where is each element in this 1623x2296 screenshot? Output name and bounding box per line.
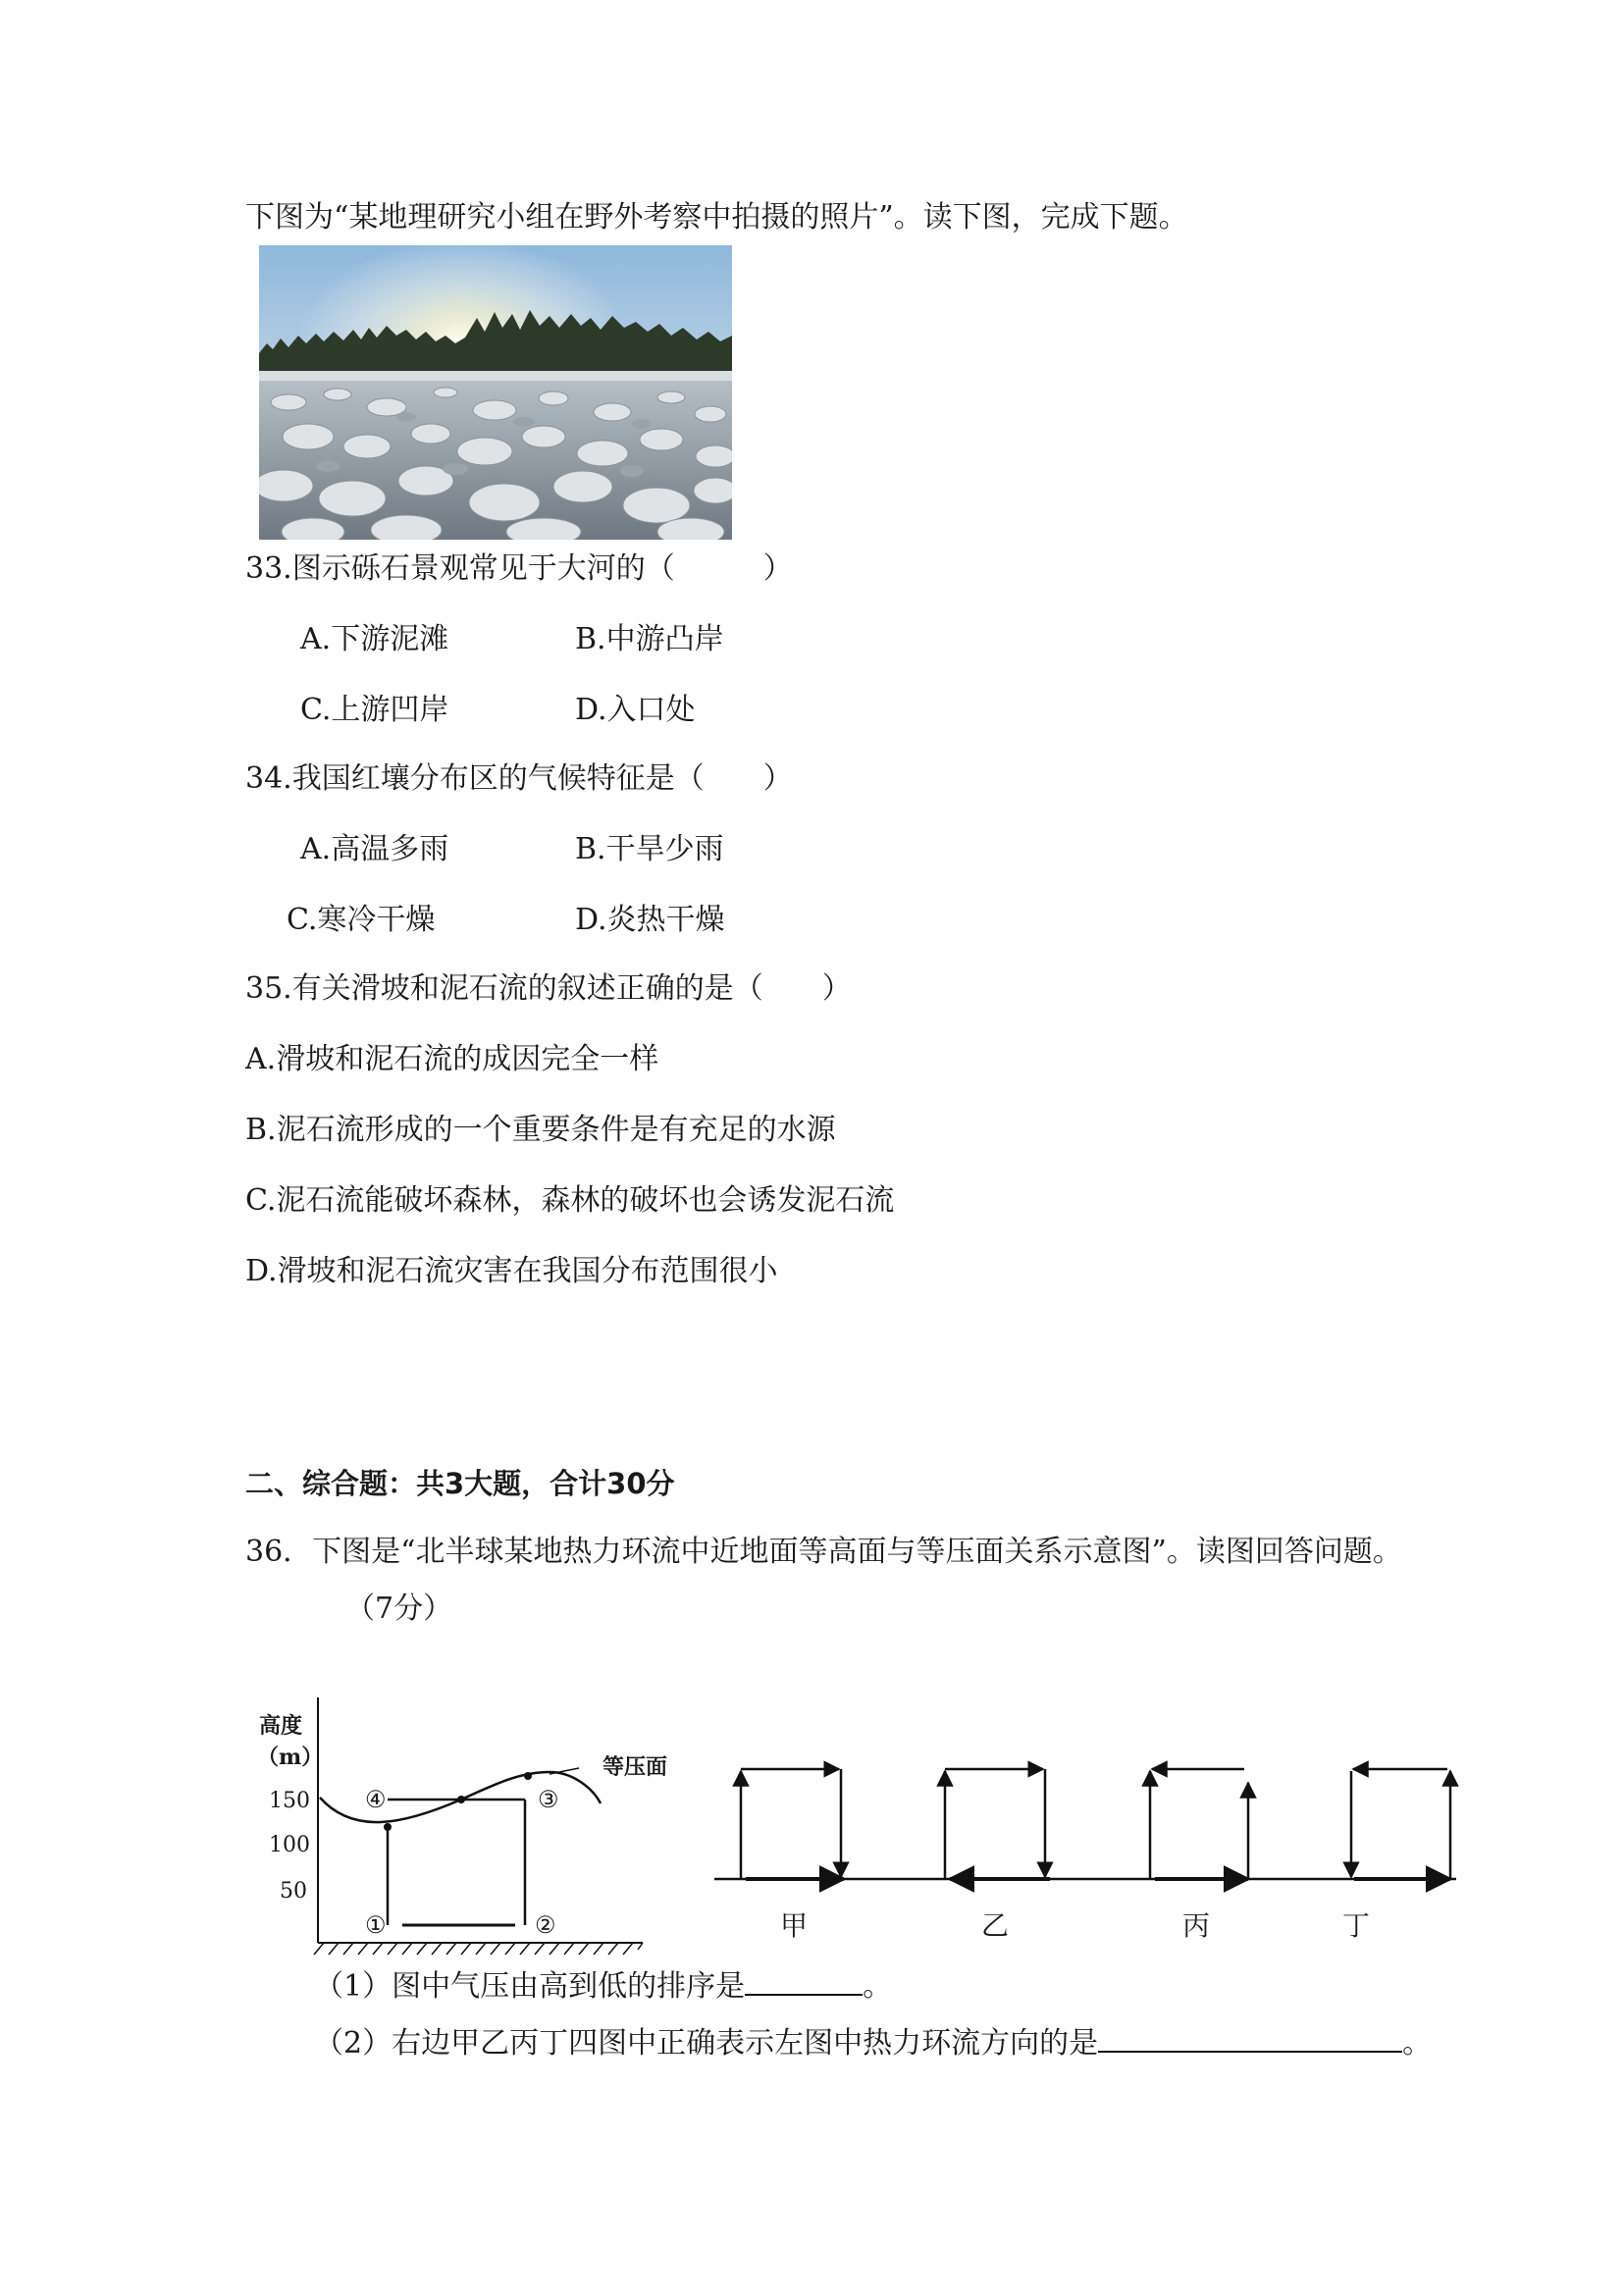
intersection-point	[524, 1772, 532, 1780]
option-35-a: A.滑坡和泥石流的成因完全一样	[245, 1042, 659, 1076]
isobaric-surface-label: 等压面	[602, 1754, 668, 1780]
sub-question-2-text: （2）右边甲乙丙丁四图中正确表示左图中热力环流方向的是	[314, 2026, 1099, 2061]
gravel-riverbed-photo	[259, 245, 732, 540]
option-35-d: D.滑坡和泥石流灾害在我国分布范围很小	[245, 1254, 778, 1288]
question-36-points: （7分）	[345, 1592, 453, 1626]
question-36-stem: 36．下图是“北半球某地热力环流中近地面等高面与等压面关系示意图”。读图回答问题。	[245, 1535, 1402, 1569]
y-axis-label: 高度	[259, 1713, 303, 1739]
tick-label: 100	[269, 1833, 310, 1857]
isobaric-curve	[320, 1772, 601, 1822]
panel-yi	[945, 1769, 1050, 1879]
sub-question-2-end: 。	[1402, 2026, 1433, 2061]
panel-bing	[1150, 1769, 1248, 1879]
point-3: ③	[538, 1786, 559, 1813]
intro-text: 下图为“某地理研究小组在野外考察中拍摄的照片”。读下图，完成下题。	[245, 200, 1188, 235]
option-33-c: C.上游凹岸	[300, 693, 449, 727]
question-35-stem: 35.有关滑坡和泥石流的叙述正确的是（ ）	[245, 971, 852, 1006]
panel-jia	[741, 1769, 844, 1879]
tick-label: 150	[269, 1789, 310, 1813]
circulation-panels	[714, 1769, 1456, 1879]
option-34-c: C.寒冷干燥	[287, 903, 436, 937]
option-33-d: D.入口处	[575, 693, 696, 727]
panel-label-bing: 丙	[1182, 1909, 1211, 1942]
intersection-point	[457, 1796, 465, 1803]
curve-label-leader	[550, 1768, 579, 1774]
sub-question-1-text: （1）图中气压由高到低的排序是	[314, 1969, 746, 2004]
question-33-stem: 33.图示砾石景观常见于大河的（ ）	[245, 551, 793, 586]
sub-question-1	[314, 1966, 892, 2007]
point-4: ④	[365, 1786, 387, 1813]
option-33-a: A.下游泥滩	[300, 622, 449, 656]
option-33-b: B.中游凸岸	[575, 622, 724, 656]
sub-question-1-end: 。	[863, 1969, 893, 2004]
intersection-point	[384, 1823, 392, 1831]
sub-question-2	[314, 2023, 1432, 2063]
y-axis-unit: （m）	[257, 1745, 324, 1770]
isobaric-surface-diagram	[257, 1697, 667, 1955]
section-2-heading: 二、综合题：共3大题，合计30分	[245, 1467, 675, 1500]
option-34-a: A.高温多雨	[300, 832, 449, 866]
tick-label: 50	[280, 1879, 307, 1904]
option-34-d: D.炎热干燥	[575, 903, 725, 937]
ground-hatching	[314, 1943, 643, 1955]
option-35-c: C.泥石流能破坏森林，森林的破坏也会诱发泥石流	[245, 1183, 895, 1218]
point-2: ②	[535, 1911, 556, 1939]
panel-label-ding: 丁	[1342, 1909, 1371, 1942]
option-34-b: B.干旱少雨	[575, 832, 724, 866]
panel-ding	[1351, 1769, 1450, 1879]
answer-blank-1[interactable]	[745, 1966, 863, 1996]
panel-label-jia: 甲	[780, 1909, 809, 1942]
option-35-b: B.泥石流形成的一个重要条件是有充足的水源	[245, 1113, 836, 1147]
question-34-stem: 34.我国红壤分布区的气候特征是（ ）	[245, 761, 793, 796]
point-1: ①	[365, 1911, 387, 1939]
panel-label-yi: 乙	[981, 1909, 1010, 1942]
answer-blank-2[interactable]	[1098, 2023, 1402, 2053]
